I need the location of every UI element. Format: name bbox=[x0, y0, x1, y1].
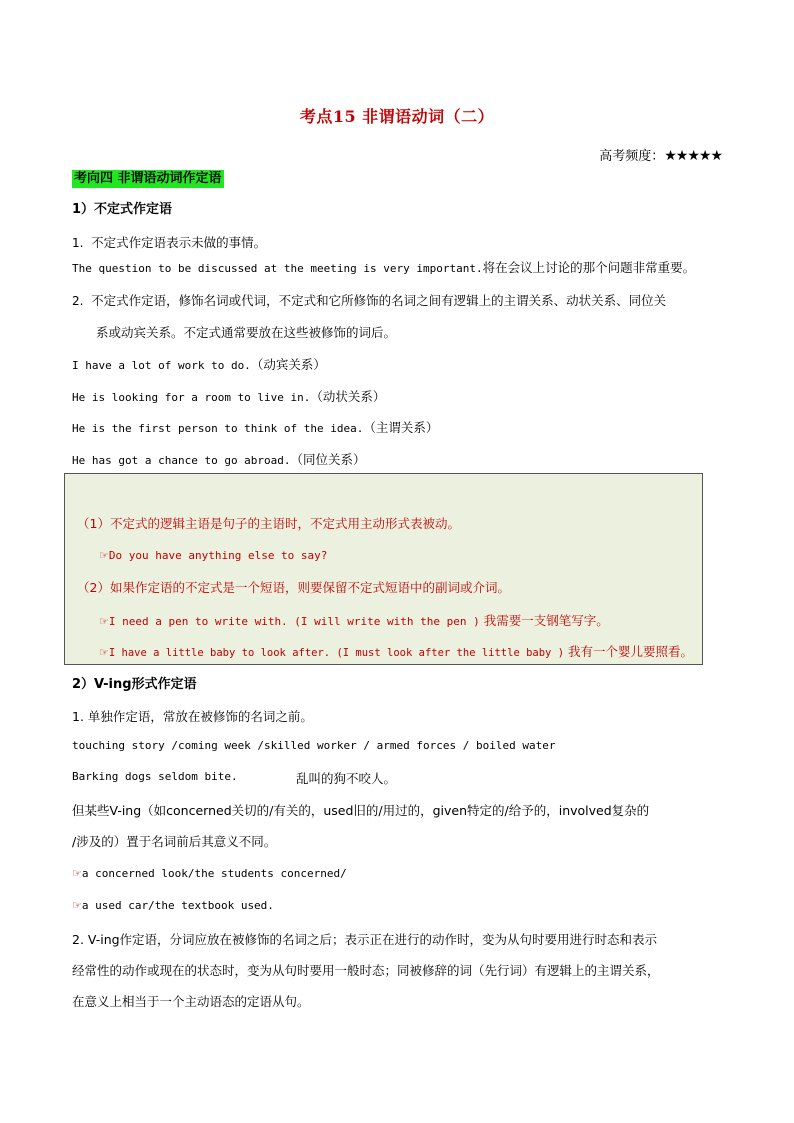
part2-rule2-cont bbox=[72, 961, 722, 979]
example-cn: 我有一个婴儿要照看。 bbox=[568, 644, 694, 659]
rule-text: 经常性的动作或现在的状态时，变为从句时要用一般时态；同被修辞的词（先行词）有逻辑上的主谓关系， bbox=[72, 963, 660, 978]
note-example3 bbox=[99, 642, 693, 660]
proverb-cn: 乱叫的狗不咬人。 bbox=[296, 771, 397, 786]
rule-text: 在意义上相当于一个主动语态的定语从句。 bbox=[72, 994, 310, 1009]
part2-rule2-cont bbox=[72, 992, 722, 1010]
rule-number: 1. bbox=[72, 236, 84, 250]
example-cn: （动宾关系） bbox=[250, 357, 326, 372]
part2-special bbox=[72, 801, 722, 819]
part2-rule1 bbox=[72, 707, 722, 725]
example-en: He is the first person to think of the idea. bbox=[72, 422, 364, 435]
rule-text: 1. 单独作定语，常放在被修饰的名词之前。 bbox=[72, 709, 313, 724]
part2-phrases bbox=[72, 738, 722, 752]
special-text: 但某些V-ing（如concerned关切的/有关的，used旧的/用过的，given特定的/给予的，involved复杂的 bbox=[72, 803, 650, 818]
part1-example1 bbox=[72, 258, 722, 276]
pointing-hand-icon: ☞ bbox=[99, 646, 109, 659]
special-text: /涉及的）置于名词前后其意义不同。 bbox=[72, 834, 277, 849]
example-en: He is looking for a room to live in. bbox=[72, 391, 311, 404]
part2-special-cont bbox=[72, 832, 722, 850]
rule-text: 不定式作定语表示未做的事情。 bbox=[91, 235, 267, 250]
example-row bbox=[72, 387, 722, 405]
part2-proverb bbox=[72, 769, 722, 786]
part1-rule2 bbox=[72, 291, 722, 309]
contrast-en: a used car/the textbook used. bbox=[81, 899, 274, 912]
contrast-en: a concerned look/the students concerned/ bbox=[81, 867, 347, 880]
contrast-row bbox=[72, 866, 722, 880]
rule-number: 2. bbox=[72, 294, 84, 308]
section-tag: 考向四 非谓语动词作定语 bbox=[74, 171, 222, 186]
example-en: I have a lot of work to do. bbox=[72, 359, 251, 372]
part2-rule2 bbox=[72, 930, 722, 948]
example-en: The question to be discussed at the meeting is very important. bbox=[72, 262, 483, 275]
star-rating-icon: ★★★★★ bbox=[664, 148, 722, 164]
pointing-hand-icon: ☞ bbox=[99, 615, 109, 628]
phrase-list: touching story /coming week /skilled worker / armed forces / boiled water bbox=[72, 739, 556, 752]
example-en: He has got a chance to go abroad. bbox=[72, 454, 291, 467]
note-box bbox=[64, 473, 703, 665]
note-line1: （1）不定式的逻辑主语是句子的主语时，不定式用主动形式表被动。 bbox=[77, 516, 460, 531]
note-line2: （2）如果作定语的不定式是一个短语，则要保留不定式短语中的副词或介词。 bbox=[77, 580, 510, 595]
note-example1 bbox=[99, 547, 327, 562]
example-en: Do you have anything else to say? bbox=[108, 549, 328, 562]
rule-text: 系或动宾关系。不定式通常要放在这些被修饰的词后。 bbox=[96, 325, 397, 340]
pointing-hand-icon: ☞ bbox=[72, 867, 82, 880]
part1-rule1 bbox=[72, 233, 722, 251]
example-cn: 我需要一支钢笔写字。 bbox=[483, 613, 609, 628]
note-example2 bbox=[99, 611, 609, 629]
example-row bbox=[72, 450, 722, 468]
example-cn: （同位关系） bbox=[290, 452, 366, 467]
example-cn: 将在会议上讨论的那个问题非常重要。 bbox=[482, 260, 696, 275]
pointing-hand-icon: ☞ bbox=[72, 899, 82, 912]
contrast-row bbox=[72, 898, 722, 912]
page-title: 考点15 非谓语动词（二） bbox=[299, 107, 495, 126]
part1-rule2-cont bbox=[96, 323, 746, 341]
proverb-en: Barking dogs seldom bite. bbox=[72, 770, 238, 783]
example-row bbox=[72, 418, 722, 436]
frequency-label: 高考频度： bbox=[599, 149, 665, 164]
example-en: I have a little baby to look after. (I must look after the little baby ) bbox=[108, 647, 565, 659]
example-cn: （动状关系） bbox=[310, 389, 386, 404]
rule-text: 不定式作定语，修饰名词或代词，不定式和它所修饰的名词之间有逻辑上的主谓关系、动状关系、同位关 bbox=[91, 293, 667, 308]
frequency-rating bbox=[599, 145, 722, 164]
example-row bbox=[72, 355, 722, 373]
example-cn: （主谓关系） bbox=[363, 420, 439, 435]
part1-heading: 1）不定式作定语 bbox=[72, 202, 173, 217]
example-en: I need a pen to write with. (I will write with the pen ) bbox=[108, 615, 480, 628]
part2-heading: 2）V-ing形式作定语 bbox=[72, 677, 197, 692]
rule-text: 2. V-ing作定语，分词应放在被修饰的名词之后；表示正在进行的动作时，变为从句时要用进行时态和表示 bbox=[72, 932, 658, 947]
pointing-hand-icon: ☞ bbox=[99, 549, 109, 562]
